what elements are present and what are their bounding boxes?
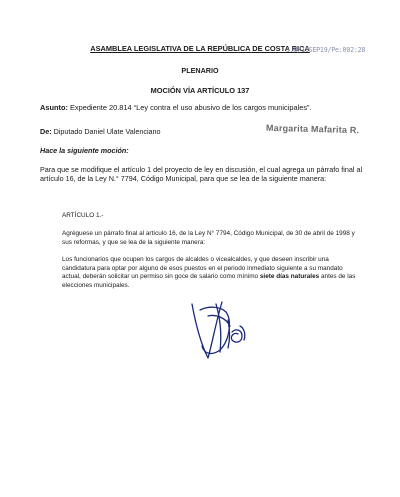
paragraph-add: Agréguese un párrafo final al artículo 16, de la Ley N° 7794, Código Municipal, de 30 de abril de 1998 y sus reformas, y que se lea de la siguiente manera: [62, 230, 355, 246]
subject-text: Expediente 20.814 “Ley contra el uso abusivo de los cargos municipales”. [67, 103, 312, 112]
subject-line [40, 103, 312, 112]
paragraph-officials-bold: siete días naturales [259, 273, 320, 281]
paragraph-officials-text-after: antes de las elecciones municipales. [62, 273, 356, 289]
document-header-title: ASAMBLEA LEGISLATIVA DE LA REPÚBLICA DE COSTA RICA [90, 44, 310, 53]
handwritten-signature [186, 296, 250, 364]
subject-label: Asunto: [40, 103, 68, 112]
motion-title: MOCIÓN VÍA ARTÍCULO 137 [150, 86, 250, 95]
paragraph-officials [62, 256, 357, 290]
from-label: De: [40, 127, 52, 136]
paragraph-modification: Para que se modifique el artículo 1 del proyecto de ley en discusión, el cual agrega un párrafo final al artículo 16, de la Ley N.° 7794, Código Municipal, para que se lea de la siguiente manera: [40, 165, 363, 184]
article-heading: ARTÍCULO 1.- [62, 212, 104, 219]
motion-intro: Hace la siguiente moción: [40, 146, 129, 155]
handwritten-name: Margarita Mafarita R. [265, 122, 360, 136]
paragraph-officials-text-before: Los funcionarios que ocupen los cargos de alcaldes o vicealcaldes, y que deseen inscribir una candidatura para optar por alguno de esos puestos en el periodo inmediato siguiente a su mandato actual, deberán solicitar un permiso sin goce de salario como mínimo [62, 256, 343, 281]
from-text: Diputado Daniel Ulate Valenciano [51, 127, 161, 136]
plenario-heading: PLENARIO [181, 66, 219, 75]
from-line [40, 127, 161, 136]
reception-stamp: 5.0/19SEP19/Pe:002:28 [286, 46, 366, 54]
